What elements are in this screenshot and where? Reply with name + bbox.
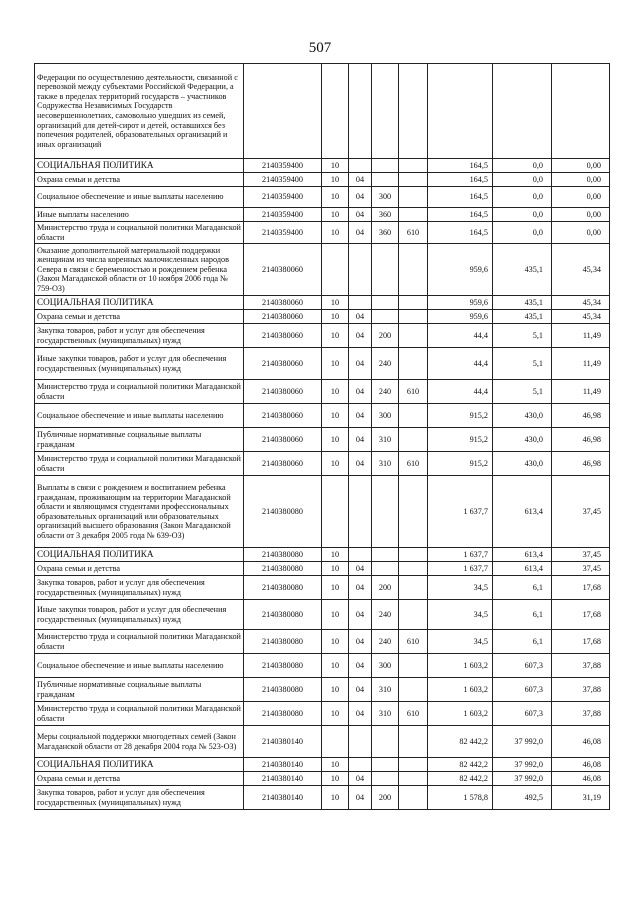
actual-amount-cell: 607,3 (493, 678, 552, 702)
actual-amount-cell: 37 992,0 (493, 758, 552, 772)
administrator-cell (399, 208, 428, 222)
actual-amount-cell: 0,0 (493, 159, 552, 173)
target-code-cell (244, 64, 322, 159)
row-name-cell: Социальное обеспечение и иные выплаты населению (35, 404, 244, 428)
expense-type-cell (372, 562, 399, 576)
percent-cell: 11,49 (552, 380, 610, 404)
expense-type-cell (372, 173, 399, 187)
table-row (35, 64, 610, 159)
table-body (35, 64, 610, 810)
table-row (35, 296, 610, 310)
section-cell (322, 244, 349, 296)
row-name-cell: Иные выплаты населению (35, 208, 244, 222)
percent-cell: 45,34 (552, 296, 610, 310)
planned-amount-cell: 164,5 (428, 187, 493, 208)
table-row (35, 404, 610, 428)
row-name-cell: Федерации по осуществлению деятельности, связанной с перевозкой между субъектами Российской Федерации, а также в пределах территорий государств – участников Содружества Независимых Государств несовершеннолетних, самовольно ушедших из семей, организаций для детей-сирот и детей, оставшихся без попечения родителей, образовательных организаций и иных организаций (35, 64, 244, 159)
table-row (35, 380, 610, 404)
target-code-cell: 2140380140 (244, 758, 322, 772)
percent-cell: 46,08 (552, 772, 610, 786)
target-code-cell: 2140380060 (244, 380, 322, 404)
section-cell: 10 (322, 159, 349, 173)
planned-amount-cell: 82 442,2 (428, 758, 493, 772)
target-code-cell: 2140380080 (244, 600, 322, 630)
row-name-cell: Публичные нормативные социальные выплаты гражданам (35, 428, 244, 452)
percent-cell: 0,00 (552, 159, 610, 173)
subsection-cell: 04 (349, 452, 372, 476)
target-code-cell: 2140359400 (244, 159, 322, 173)
target-code-cell: 2140380140 (244, 786, 322, 810)
expense-type-cell: 300 (372, 404, 399, 428)
planned-amount-cell: 164,5 (428, 222, 493, 244)
percent-cell: 37,45 (552, 548, 610, 562)
administrator-cell (399, 576, 428, 600)
administrator-cell (399, 786, 428, 810)
target-code-cell: 2140380060 (244, 296, 322, 310)
administrator-cell (399, 476, 428, 548)
planned-amount-cell: 1 603,2 (428, 702, 493, 726)
administrator-cell (399, 562, 428, 576)
planned-amount-cell: 164,5 (428, 159, 493, 173)
actual-amount-cell: 613,4 (493, 548, 552, 562)
planned-amount-cell: 959,6 (428, 244, 493, 296)
administrator-cell: 610 (399, 222, 428, 244)
percent-cell: 46,98 (552, 404, 610, 428)
row-name-cell: Иные закупки товаров, работ и услуг для обеспечения государственных (муниципальных) нужд (35, 600, 244, 630)
administrator-cell (399, 654, 428, 678)
row-name-cell: Министерство труда и социальной политики Магаданской области (35, 380, 244, 404)
section-cell: 10 (322, 678, 349, 702)
percent-cell: 0,00 (552, 187, 610, 208)
administrator-cell (399, 173, 428, 187)
planned-amount-cell: 959,6 (428, 296, 493, 310)
row-name-cell: Меры социальной поддержки многодетных семей (Закон Магаданской области от 28 декабря 2004 года № 523-ОЗ) (35, 726, 244, 758)
actual-amount-cell: 0,0 (493, 222, 552, 244)
expense-type-cell: 240 (372, 630, 399, 654)
administrator-cell (399, 404, 428, 428)
subsection-cell: 04 (349, 772, 372, 786)
row-name-cell: Оказание дополнительной материальной поддержки женщинам из числа коренных малочисленных народов Севера в связи с беременностью и рождением ребенка (Закон Магаданской области от 10 ноября 2006 года № 759-ОЗ) (35, 244, 244, 296)
planned-amount-cell: 1 637,7 (428, 548, 493, 562)
subsection-cell: 04 (349, 404, 372, 428)
table-row (35, 173, 610, 187)
planned-amount-cell: 1 578,8 (428, 786, 493, 810)
target-code-cell: 2140380080 (244, 654, 322, 678)
subsection-cell: 04 (349, 678, 372, 702)
percent-cell: 37,45 (552, 476, 610, 548)
planned-amount-cell: 1 603,2 (428, 654, 493, 678)
row-name-cell: Выплаты в связи с рождением и воспитанием ребенка гражданам, проживающим на территории Магаданской области и являющимся студентами профессиональных образовательных организаций или образовательных организаций высшего образования (Закон Магаданской области от 3 декабря 2005 года № 639-ОЗ) (35, 476, 244, 548)
subsection-cell (349, 159, 372, 173)
expense-type-cell: 310 (372, 678, 399, 702)
row-name-cell: Закупка товаров, работ и услуг для обеспечения государственных (муниципальных) нужд (35, 324, 244, 348)
subsection-cell: 04 (349, 222, 372, 244)
subsection-cell: 04 (349, 310, 372, 324)
planned-amount-cell: 44,4 (428, 348, 493, 380)
planned-amount-cell: 44,4 (428, 324, 493, 348)
row-name-cell: Министерство труда и социальной политики Магаданской области (35, 222, 244, 244)
table-row (35, 630, 610, 654)
row-name-cell: Иные закупки товаров, работ и услуг для обеспечения государственных (муниципальных) нужд (35, 348, 244, 380)
planned-amount-cell (428, 64, 493, 159)
table-row (35, 452, 610, 476)
row-name-cell: Охрана семьи и детства (35, 772, 244, 786)
percent-cell: 46,08 (552, 758, 610, 772)
administrator-cell (399, 187, 428, 208)
percent-cell (552, 64, 610, 159)
percent-cell: 46,98 (552, 452, 610, 476)
table-row (35, 702, 610, 726)
percent-cell: 11,49 (552, 324, 610, 348)
percent-cell: 17,68 (552, 600, 610, 630)
subsection-cell: 04 (349, 173, 372, 187)
table-row (35, 244, 610, 296)
table-row (35, 324, 610, 348)
section-cell: 10 (322, 772, 349, 786)
subsection-cell (349, 64, 372, 159)
target-code-cell: 2140380080 (244, 548, 322, 562)
actual-amount-cell: 430,0 (493, 428, 552, 452)
actual-amount-cell: 0,0 (493, 173, 552, 187)
section-cell: 10 (322, 296, 349, 310)
target-code-cell: 2140380080 (244, 562, 322, 576)
section-cell: 10 (322, 428, 349, 452)
expense-type-cell: 360 (372, 208, 399, 222)
table-row (35, 348, 610, 380)
target-code-cell: 2140359400 (244, 173, 322, 187)
subsection-cell: 04 (349, 324, 372, 348)
administrator-cell (399, 296, 428, 310)
percent-cell: 45,34 (552, 244, 610, 296)
actual-amount-cell: 430,0 (493, 452, 552, 476)
actual-amount-cell: 613,4 (493, 562, 552, 576)
percent-cell: 11,49 (552, 348, 610, 380)
percent-cell: 37,88 (552, 678, 610, 702)
section-cell: 10 (322, 173, 349, 187)
table-row (35, 159, 610, 173)
actual-amount-cell: 5,1 (493, 324, 552, 348)
expense-type-cell: 360 (372, 222, 399, 244)
actual-amount-cell: 6,1 (493, 576, 552, 600)
subsection-cell: 04 (349, 786, 372, 810)
section-cell: 10 (322, 348, 349, 380)
subsection-cell: 04 (349, 208, 372, 222)
target-code-cell: 2140359400 (244, 208, 322, 222)
section-cell (322, 726, 349, 758)
page-number: 507 (308, 40, 332, 56)
administrator-cell (399, 244, 428, 296)
row-name-cell: СОЦИАЛЬНАЯ ПОЛИТИКА (35, 159, 244, 173)
actual-amount-cell: 5,1 (493, 348, 552, 380)
actual-amount-cell: 37 992,0 (493, 726, 552, 758)
administrator-cell (399, 772, 428, 786)
expense-type-cell: 240 (372, 600, 399, 630)
percent-cell: 37,45 (552, 562, 610, 576)
subsection-cell: 04 (349, 576, 372, 600)
subsection-cell: 04 (349, 600, 372, 630)
subsection-cell (349, 476, 372, 548)
table-row (35, 562, 610, 576)
budget-table (34, 63, 610, 810)
table-row (35, 758, 610, 772)
planned-amount-cell: 915,2 (428, 452, 493, 476)
subsection-cell (349, 758, 372, 772)
target-code-cell: 2140380080 (244, 476, 322, 548)
target-code-cell: 2140359400 (244, 222, 322, 244)
actual-amount-cell: 613,4 (493, 476, 552, 548)
section-cell: 10 (322, 702, 349, 726)
expense-type-cell (372, 159, 399, 173)
expense-type-cell (372, 296, 399, 310)
percent-cell: 46,08 (552, 726, 610, 758)
target-code-cell: 2140380080 (244, 630, 322, 654)
actual-amount-cell: 435,1 (493, 296, 552, 310)
percent-cell: 17,68 (552, 630, 610, 654)
table-row (35, 548, 610, 562)
planned-amount-cell: 915,2 (428, 428, 493, 452)
percent-cell: 17,68 (552, 576, 610, 600)
row-name-cell: Министерство труда и социальной политики Магаданской области (35, 452, 244, 476)
target-code-cell: 2140380060 (244, 404, 322, 428)
actual-amount-cell: 5,1 (493, 380, 552, 404)
percent-cell: 45,34 (552, 310, 610, 324)
expense-type-cell: 310 (372, 702, 399, 726)
planned-amount-cell: 1 637,7 (428, 562, 493, 576)
administrator-cell (399, 64, 428, 159)
administrator-cell (399, 548, 428, 562)
row-name-cell: Охрана семьи и детства (35, 310, 244, 324)
planned-amount-cell: 164,5 (428, 173, 493, 187)
target-code-cell: 2140380140 (244, 772, 322, 786)
administrator-cell (399, 726, 428, 758)
administrator-cell (399, 324, 428, 348)
row-name-cell: Министерство труда и социальной политики Магаданской области (35, 630, 244, 654)
actual-amount-cell: 607,3 (493, 702, 552, 726)
planned-amount-cell: 82 442,2 (428, 772, 493, 786)
subsection-cell: 04 (349, 702, 372, 726)
planned-amount-cell: 915,2 (428, 404, 493, 428)
section-cell: 10 (322, 786, 349, 810)
planned-amount-cell: 82 442,2 (428, 726, 493, 758)
percent-cell: 0,00 (552, 222, 610, 244)
section-cell: 10 (322, 222, 349, 244)
expense-type-cell (372, 772, 399, 786)
table-row (35, 576, 610, 600)
table-row (35, 222, 610, 244)
section-cell: 10 (322, 310, 349, 324)
actual-amount-cell: 607,3 (493, 654, 552, 678)
subsection-cell (349, 548, 372, 562)
target-code-cell: 2140380060 (244, 244, 322, 296)
expense-type-cell: 300 (372, 187, 399, 208)
target-code-cell: 2140380080 (244, 576, 322, 600)
target-code-cell: 2140380080 (244, 678, 322, 702)
section-cell (322, 64, 349, 159)
table-row (35, 428, 610, 452)
administrator-cell (399, 758, 428, 772)
table-row (35, 476, 610, 548)
expense-type-cell (372, 64, 399, 159)
expense-type-cell: 240 (372, 348, 399, 380)
percent-cell: 0,00 (552, 173, 610, 187)
table-row (35, 654, 610, 678)
administrator-cell (399, 310, 428, 324)
actual-amount-cell: 37 992,0 (493, 772, 552, 786)
table-row (35, 786, 610, 810)
section-cell: 10 (322, 758, 349, 772)
row-name-cell: Социальное обеспечение и иные выплаты населению (35, 187, 244, 208)
subsection-cell (349, 726, 372, 758)
row-name-cell: СОЦИАЛЬНАЯ ПОЛИТИКА (35, 758, 244, 772)
administrator-cell (399, 428, 428, 452)
section-cell: 10 (322, 208, 349, 222)
section-cell: 10 (322, 404, 349, 428)
expense-type-cell (372, 310, 399, 324)
table-row (35, 726, 610, 758)
administrator-cell (399, 600, 428, 630)
percent-cell: 37,88 (552, 702, 610, 726)
expense-type-cell: 300 (372, 654, 399, 678)
row-name-cell: Закупка товаров, работ и услуг для обеспечения государственных (муниципальных) нужд (35, 576, 244, 600)
table-row (35, 208, 610, 222)
section-cell: 10 (322, 576, 349, 600)
expense-type-cell (372, 244, 399, 296)
expense-type-cell (372, 548, 399, 562)
table-row (35, 600, 610, 630)
administrator-cell: 610 (399, 630, 428, 654)
target-code-cell: 2140380080 (244, 702, 322, 726)
section-cell: 10 (322, 548, 349, 562)
actual-amount-cell: 435,1 (493, 244, 552, 296)
target-code-cell: 2140359400 (244, 187, 322, 208)
table-row (35, 310, 610, 324)
row-name-cell: Закупка товаров, работ и услуг для обеспечения государственных (муниципальных) нужд (35, 786, 244, 810)
actual-amount-cell: 6,1 (493, 630, 552, 654)
planned-amount-cell: 959,6 (428, 310, 493, 324)
expense-type-cell (372, 476, 399, 548)
percent-cell: 46,98 (552, 428, 610, 452)
planned-amount-cell: 34,5 (428, 576, 493, 600)
percent-cell: 0,00 (552, 208, 610, 222)
administrator-cell (399, 159, 428, 173)
expense-type-cell: 200 (372, 786, 399, 810)
expense-type-cell: 200 (372, 324, 399, 348)
subsection-cell: 04 (349, 630, 372, 654)
planned-amount-cell: 34,5 (428, 630, 493, 654)
planned-amount-cell: 34,5 (428, 600, 493, 630)
actual-amount-cell: 6,1 (493, 600, 552, 630)
administrator-cell: 610 (399, 452, 428, 476)
section-cell: 10 (322, 187, 349, 208)
expense-type-cell: 310 (372, 428, 399, 452)
subsection-cell: 04 (349, 562, 372, 576)
subsection-cell: 04 (349, 348, 372, 380)
subsection-cell: 04 (349, 428, 372, 452)
planned-amount-cell: 1 637,7 (428, 476, 493, 548)
expense-type-cell (372, 758, 399, 772)
administrator-cell (399, 348, 428, 380)
expense-type-cell (372, 726, 399, 758)
row-name-cell: Социальное обеспечение и иные выплаты населению (35, 654, 244, 678)
subsection-cell: 04 (349, 654, 372, 678)
target-code-cell: 2140380140 (244, 726, 322, 758)
percent-cell: 37,88 (552, 654, 610, 678)
section-cell: 10 (322, 630, 349, 654)
subsection-cell: 04 (349, 380, 372, 404)
target-code-cell: 2140380060 (244, 324, 322, 348)
planned-amount-cell: 164,5 (428, 208, 493, 222)
target-code-cell: 2140380060 (244, 310, 322, 324)
actual-amount-cell: 0,0 (493, 208, 552, 222)
actual-amount-cell: 0,0 (493, 187, 552, 208)
subsection-cell (349, 296, 372, 310)
table-row (35, 678, 610, 702)
row-name-cell: СОЦИАЛЬНАЯ ПОЛИТИКА (35, 548, 244, 562)
administrator-cell: 610 (399, 702, 428, 726)
planned-amount-cell: 44,4 (428, 380, 493, 404)
subsection-cell: 04 (349, 187, 372, 208)
section-cell: 10 (322, 452, 349, 476)
actual-amount-cell: 492,5 (493, 786, 552, 810)
section-cell: 10 (322, 324, 349, 348)
subsection-cell (349, 244, 372, 296)
administrator-cell (399, 678, 428, 702)
section-cell: 10 (322, 600, 349, 630)
table-row (35, 772, 610, 786)
table-row (35, 187, 610, 208)
administrator-cell: 610 (399, 380, 428, 404)
expense-type-cell: 310 (372, 452, 399, 476)
row-name-cell: Охрана семьи и детства (35, 562, 244, 576)
expense-type-cell: 240 (372, 380, 399, 404)
actual-amount-cell: 435,1 (493, 310, 552, 324)
target-code-cell: 2140380060 (244, 348, 322, 380)
percent-cell: 31,19 (552, 786, 610, 810)
row-name-cell: Министерство труда и социальной политики Магаданской области (35, 702, 244, 726)
row-name-cell: СОЦИАЛЬНАЯ ПОЛИТИКА (35, 296, 244, 310)
actual-amount-cell (493, 64, 552, 159)
row-name-cell: Публичные нормативные социальные выплаты гражданам (35, 678, 244, 702)
expense-type-cell: 200 (372, 576, 399, 600)
target-code-cell: 2140380060 (244, 428, 322, 452)
actual-amount-cell: 430,0 (493, 404, 552, 428)
section-cell (322, 476, 349, 548)
target-code-cell: 2140380060 (244, 452, 322, 476)
planned-amount-cell: 1 603,2 (428, 678, 493, 702)
row-name-cell: Охрана семьи и детства (35, 173, 244, 187)
section-cell: 10 (322, 654, 349, 678)
section-cell: 10 (322, 380, 349, 404)
section-cell: 10 (322, 562, 349, 576)
